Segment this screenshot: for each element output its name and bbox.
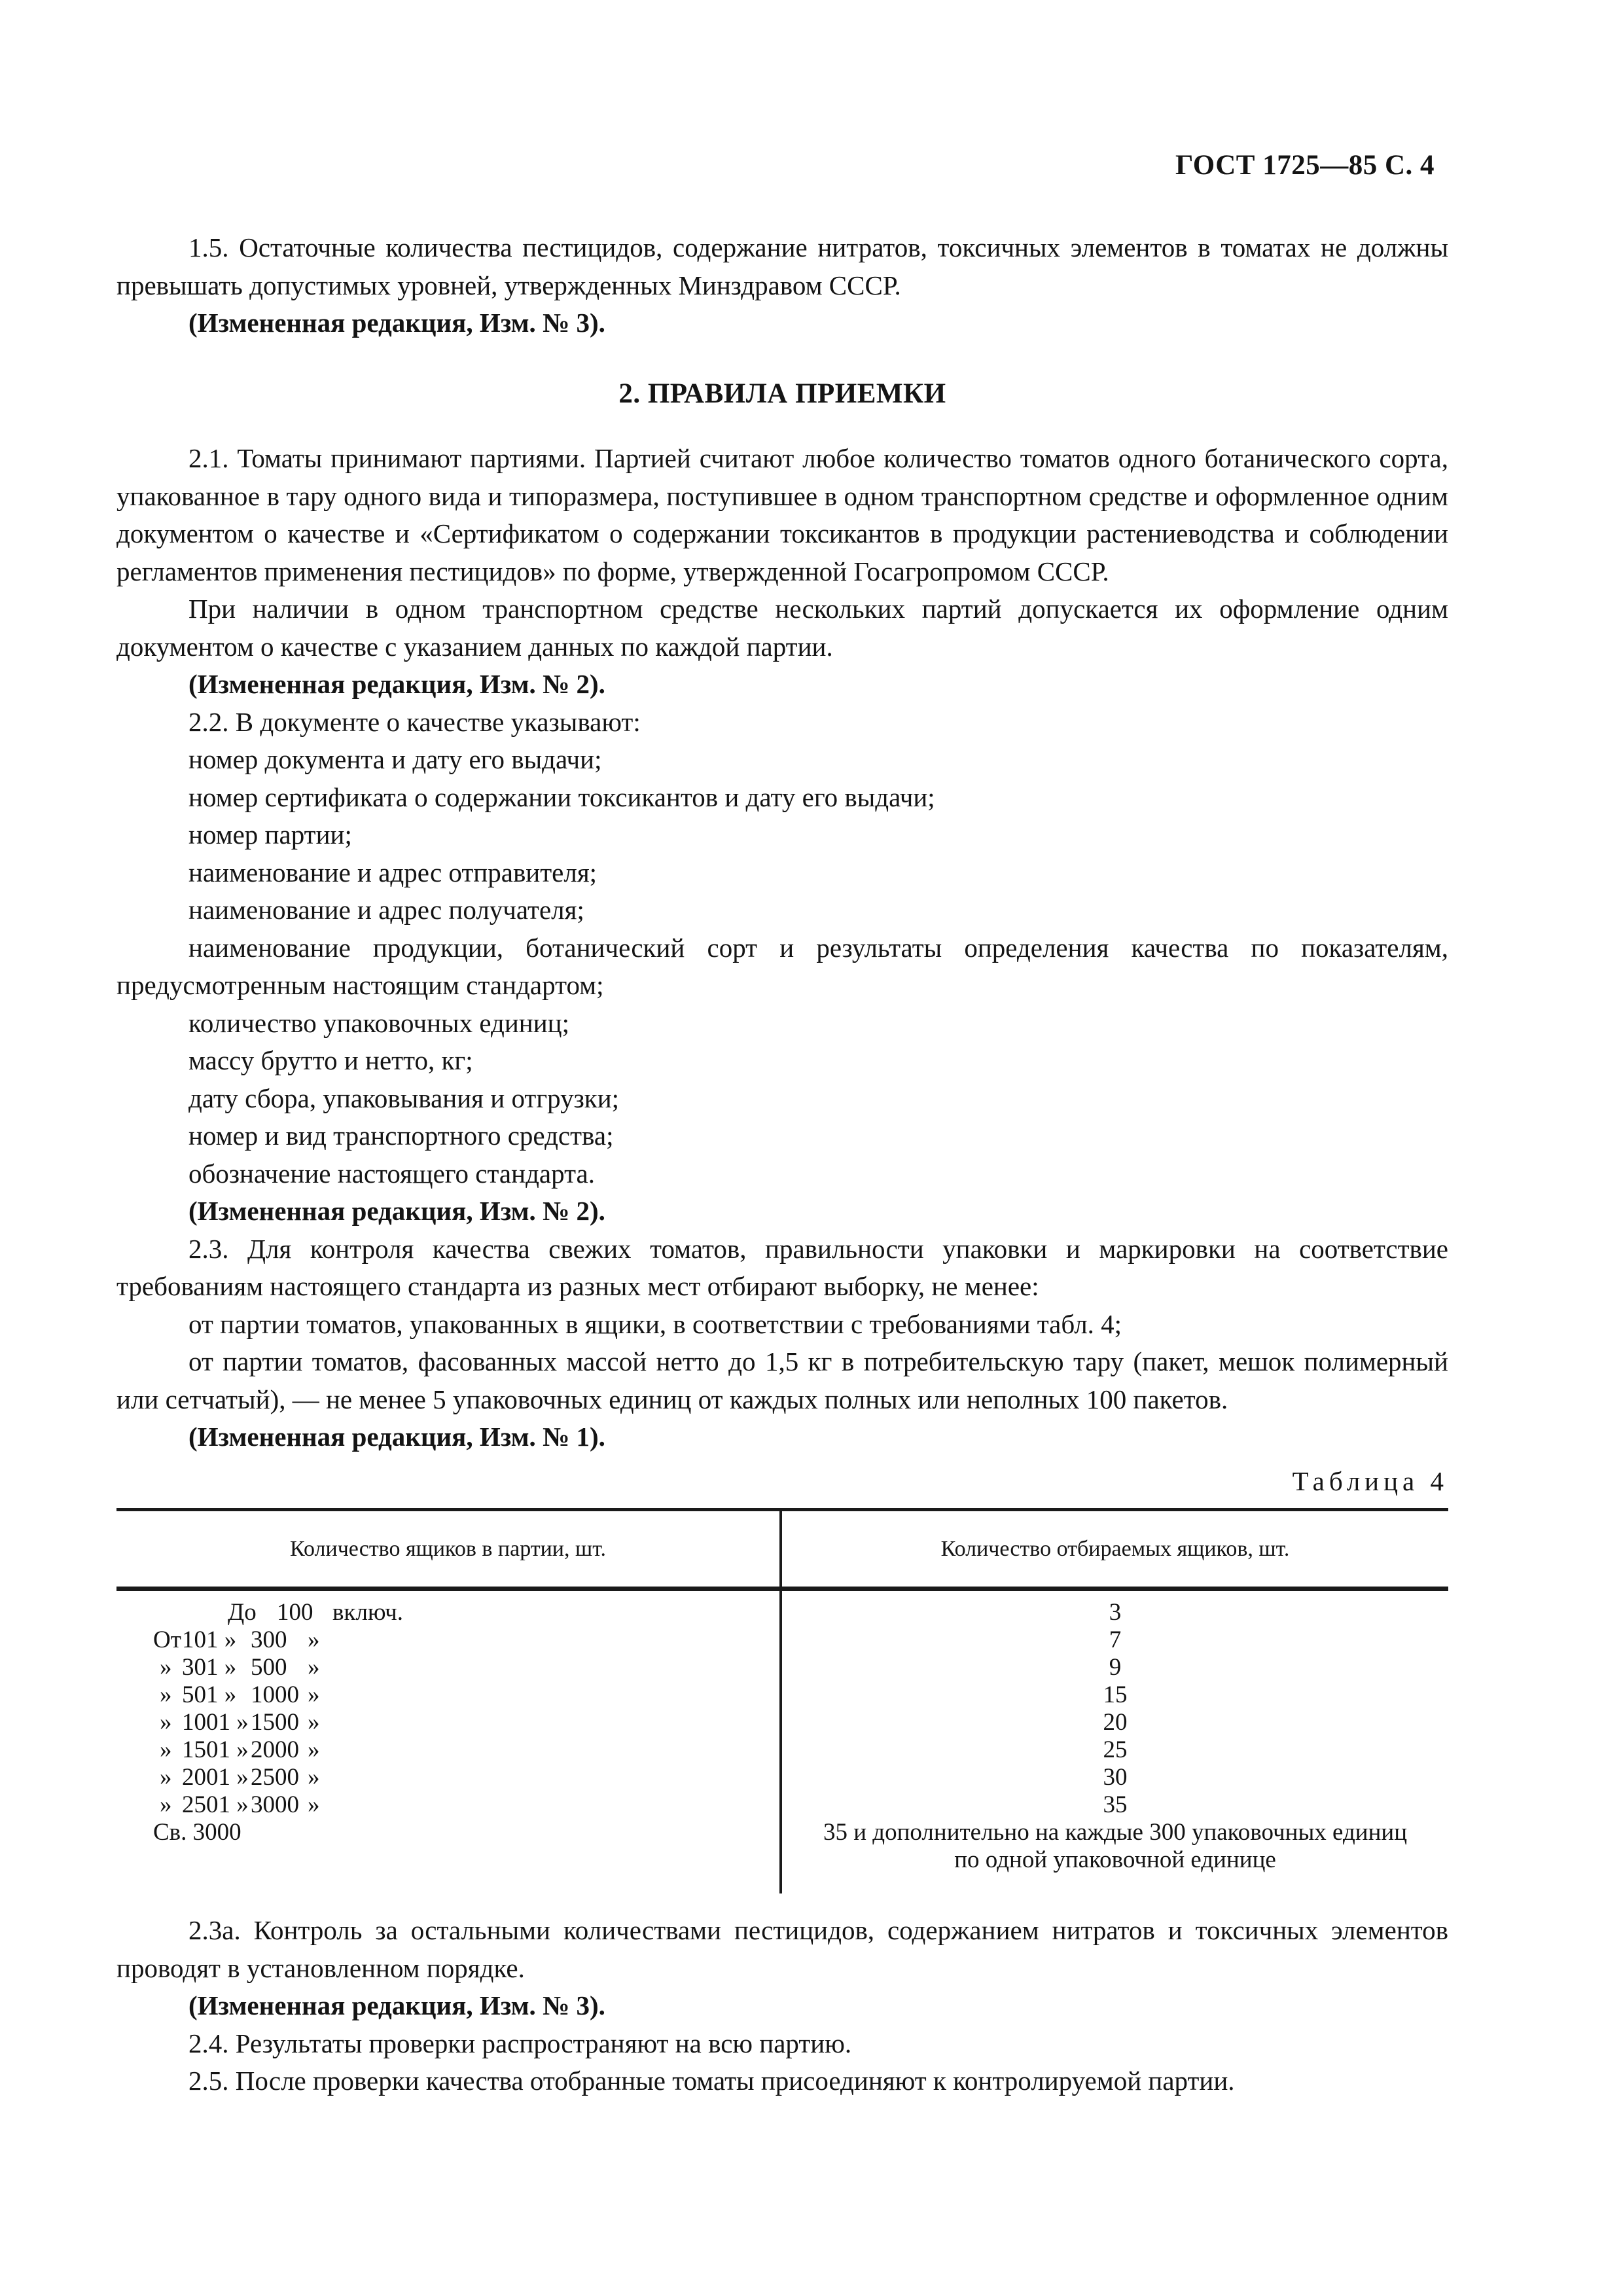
table-cell-pre: »: [160, 1764, 172, 1791]
amendment-note: (Измененная редакция, Изм. № 2).: [188, 669, 605, 699]
table-row: [116, 1791, 779, 1819]
table-cell-value: 3: [1109, 1599, 1122, 1626]
list-item: номер документа и дату его выдачи;: [188, 744, 602, 774]
table-cell-pre: »: [160, 1709, 172, 1736]
table-cell-from: 100: [277, 1599, 313, 1626]
table-header: [116, 1511, 1448, 1591]
table-row: [116, 1709, 779, 1736]
list-item: массу брутто и нетто, кг;: [188, 1045, 473, 1075]
table-cell-pre: »: [160, 1736, 172, 1763]
table-cell-value: 20: [1103, 1709, 1128, 1736]
list-item: наименование продукции, ботанический сорт и результаты определения качества по показателям, предусмотренным настоящим стандартом;: [116, 932, 1448, 1000]
table-cell-tail: »: [308, 1681, 320, 1708]
table-row: [116, 1599, 779, 1626]
table-cell-to: 2000: [251, 1736, 299, 1763]
table-cell-value: 25: [1103, 1736, 1128, 1763]
list-item: номер сертификата о содержании токсикантов и дату его выдачи;: [188, 781, 935, 812]
paragraph-2-2: 2.2. В документе о качестве указывают:: [188, 706, 641, 737]
section-heading: 2. ПРАВИЛА ПРИЕМКИ: [618, 378, 946, 409]
table-caption: Таблица 4: [1292, 1465, 1448, 1496]
table-cell-tail: »: [308, 1791, 320, 1818]
list-item: дату сбора, упаковывания и отгрузки;: [188, 1083, 620, 1113]
table-cell-tail: »: [308, 1654, 320, 1681]
list-item: обозначение настоящего стандарта.: [188, 1158, 595, 1189]
list-item: наименование и адрес отправителя;: [188, 857, 597, 888]
table-row: [116, 1654, 779, 1681]
document-contents-list: [116, 741, 1448, 1193]
table-cell-pre: От: [153, 1626, 181, 1653]
table-cell-to: 1500: [251, 1709, 299, 1736]
list-item: наименование и адрес получателя;: [188, 895, 584, 925]
paragraph-2-5: 2.5. После проверки качества отобранные томаты присоединяют к контролируемой партии.: [188, 2066, 1235, 2096]
list-item: номер и вид транспортного средства;: [188, 1121, 614, 1151]
table-cell-value: 35: [1103, 1791, 1128, 1818]
paragraph-2-3: 2.3. Для контроля качества свежих томатов, правильности упаковки и маркировки на соответствие требованиям настоящего стандарта из разных мест отбирают выборку, не менее:: [116, 1233, 1448, 1301]
table-cell-from: 1001 »: [182, 1709, 249, 1736]
table-cell-to: включ.: [332, 1599, 404, 1626]
page-header: ГОСТ 1725—85 С. 4: [1175, 150, 1435, 181]
paragraph-2-3-b: от партии томатов, фасованных массой нетто до 1,5 кг в потребительскую тару (пакет, мешок полимерный или сетчатый), — не менее 5 упаковочных единиц от каждых полных или неполных 100 пакетов.: [116, 1346, 1448, 1414]
table-cell-from: 101 »: [182, 1626, 237, 1653]
table-cell-from: 2001 »: [182, 1764, 249, 1791]
table-cell-from: 1501 »: [182, 1736, 249, 1763]
document-body: [116, 229, 1448, 2100]
table-cell-to: 1000: [251, 1681, 299, 1708]
table-row: [116, 1819, 779, 1846]
sample-size-column: [779, 1591, 1448, 1893]
table-row: [116, 1681, 779, 1709]
table-cell-to: 500: [251, 1654, 287, 1681]
table-cell-pre: »: [160, 1791, 172, 1818]
table-cell-from: 2501 »: [182, 1791, 249, 1818]
list-item: номер партии;: [188, 819, 352, 850]
table-cell-tail: »: [308, 1764, 320, 1791]
lot-size-column: [116, 1591, 779, 1893]
table-cell-value: 7: [1109, 1626, 1122, 1653]
table-cell-value: 15: [1103, 1681, 1128, 1708]
table-cell-tail: »: [308, 1736, 320, 1763]
table-cell-from: 501 »: [182, 1681, 237, 1708]
column-header-lot-size: Количество ящиков в партии, шт.: [290, 1536, 606, 1561]
table-cell-last: Св. 3000: [153, 1819, 241, 1846]
table-cell-from: 301 »: [182, 1654, 237, 1681]
table-row: [116, 1736, 779, 1764]
table-cell-tail: »: [308, 1626, 320, 1653]
paragraph-1-5: 1.5. Остаточные количества пестицидов, содержание нитратов, токсичных элементов в томатах не должны превышать допустимых уровней, утвержденных Минздравом СССР.: [116, 232, 1448, 300]
column-header-sample-size: Количество отбираемых ящиков, шт.: [779, 1511, 1448, 1587]
paragraph-2-3-a: от партии томатов, упакованных в ящики, в соответствии с требованиями табл. 4;: [188, 1308, 1122, 1339]
table-cell-to: 300: [251, 1626, 287, 1653]
table-cell-pre: До: [228, 1599, 257, 1626]
list-item: количество упаковочных единиц;: [188, 1007, 570, 1038]
table-row: [116, 1764, 779, 1791]
table-cell-to: 3000: [251, 1791, 299, 1818]
paragraph-2-1-continued: При наличии в одном транспортном средстве нескольких партий допускается их оформление одним документом о качестве с указанием данных по каждой партии.: [116, 594, 1448, 662]
table-cell-tail: »: [308, 1709, 320, 1736]
table-cell-value: 35 и дополнительно на каждые 300 упаковочных единиц по одной упаковочной единице: [823, 1819, 1408, 1873]
table-cell-value: 30: [1103, 1764, 1128, 1791]
amendment-note: (Измененная редакция, Изм. № 3).: [188, 308, 605, 338]
table-row: [116, 1626, 779, 1654]
amendment-note: (Измененная редакция, Изм. № 1).: [188, 1422, 605, 1452]
table-body: [116, 1591, 1448, 1893]
table-cell-pre: »: [160, 1654, 172, 1681]
amendment-note: (Измененная редакция, Изм. № 3).: [188, 1990, 605, 2020]
table-cell-value: 9: [1109, 1654, 1122, 1681]
paragraph-2-3a: 2.3а. Контроль за остальными количествами пестицидов, содержанием нитратов и токсичных элементов проводят в установленном порядке.: [116, 1915, 1448, 1983]
table-cell-to: 2500: [251, 1764, 299, 1791]
paragraph-2-4: 2.4. Результаты проверки распространяют на всю партию.: [188, 2028, 852, 2058]
table-cell-pre: »: [160, 1681, 172, 1708]
sample-size-table: [116, 1508, 1448, 1893]
paragraph-2-1: 2.1. Томаты принимают партиями. Партией считают любое количество томатов одного ботанического сорта, упакованное в тару одного вида и типоразмера, поступившее в одном транспортном средстве и оформленное одним документом о качестве и «Сертификатом о содержании токсикантов в продукции растениеводства и соблюдении регламентов применения пестицидов» по форме, утвержденной Госагропромом СССР.: [116, 443, 1448, 586]
amendment-note: (Измененная редакция, Изм. № 2).: [188, 1196, 605, 1226]
